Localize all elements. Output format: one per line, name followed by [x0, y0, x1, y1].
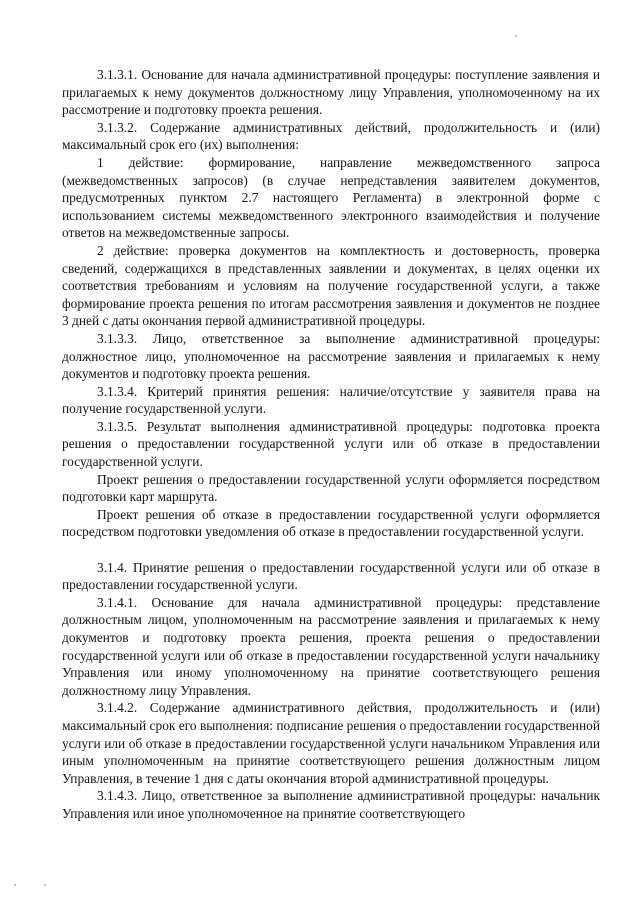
document-body: [62, 66, 600, 823]
paragraph-3-1-4: 3.1.4. Принятие решения о предоставлении государственной услуги или об отказе в предоставлении государственной услуги.: [62, 559, 600, 593]
paragraph-3-1-4-2: 3.1.4.2. Содержание административного действия, продолжительность и (или) максимальный срок его выполнения: подписание решения о предоставлении государственной услуги или об отказе в предоставлении государственной услуги начальником Управления или иным уполномоченным на принятие соответствующего решения должностным лицом Управления, в течение 1 дня с даты окончания второй административной процедуры.: [62, 700, 600, 786]
paragraph-refusal-notice: Проект решения об отказе в предоставлении государственной услуги оформляется посредством подготовки уведомления об отказе в предоставлении государственной услуги.: [62, 506, 600, 540]
scan-speck: [44, 884, 46, 886]
paragraph-action-1: 1 действие: формирование, направление межведомственного запроса (межведомственных запросов) (в случае непредставления заявителем документов, предусмотренных пунктом 2.7 настоящего Регламента) в электронной форме с использованием системы межведомственного электронного взаимодействия и получение ответов на межведомственные запросы.: [62, 154, 600, 241]
paragraph-route-map: Проект решения о предоставлении государственной услуги оформляется посредством подготовки карт маршрута.: [62, 471, 600, 505]
paragraph-3-1-3-5: 3.1.3.5. Результат выполнения административной процедуры: подготовка проекта решения о предоставлении государственной услуги или об отказе в предоставлении государственной услуги.: [62, 418, 600, 470]
paragraph-action-2: 2 действие: проверка документов на комплектность и достоверность, проверка сведений, содержащихся в представленных заявлении и документах, в целях оценки их соответствия требованиям и условиям на получение государственной услуги, а также формирование проекта решения по итогам рассмотрения заявления и документов не позднее 3 дней с даты окончания первой административной процедуры.: [62, 242, 600, 329]
paragraph-3-1-4-3: 3.1.4.3. Лицо, ответственное за выполнение административной процедуры: начальник Управления или иное уполномоченное на принятие соответствующего: [62, 788, 600, 821]
paragraph-3-1-3-1: 3.1.3.1. Основание для начала административной процедуры: поступление заявления и прилагаемых к нему документов должностному лицу Управления, уполномоченному на их рассмотрение и подготовку проекта решения.: [62, 67, 600, 118]
paragraph-3-1-3-4: 3.1.3.4. Критерий принятия решения: наличие/отсутствие у заявителя права на получение государственной услуги.: [62, 383, 600, 417]
paragraph-3-1-3-3: 3.1.3.3. Лицо, ответственное за выполнение административной процедуры: должностное лицо, уполномоченное на рассмотрение заявления и прилагаемых к нему документов и подготовку проекта решения.: [62, 330, 600, 382]
paragraph-3-1-4-1: 3.1.4.1. Основание для начала административной процедуры: представление должностным лицом, уполномоченным на рассмотрение заявления и прилагаемых к нему документов и подготовку проекта решения, проекта решения о предоставлении государственной услуги или об отказе в предоставлении государственной услуги начальнику Управления или иному уполномоченному на принятие соответствующего решения должностному лицу Управления.: [62, 594, 600, 698]
scan-speck: [515, 35, 517, 37]
scan-speck: [14, 884, 16, 886]
paragraph-3-1-3-2: 3.1.3.2. Содержание административных действий, продолжительность и (или) максимальный срок его (их) выполнения:: [62, 119, 600, 153]
